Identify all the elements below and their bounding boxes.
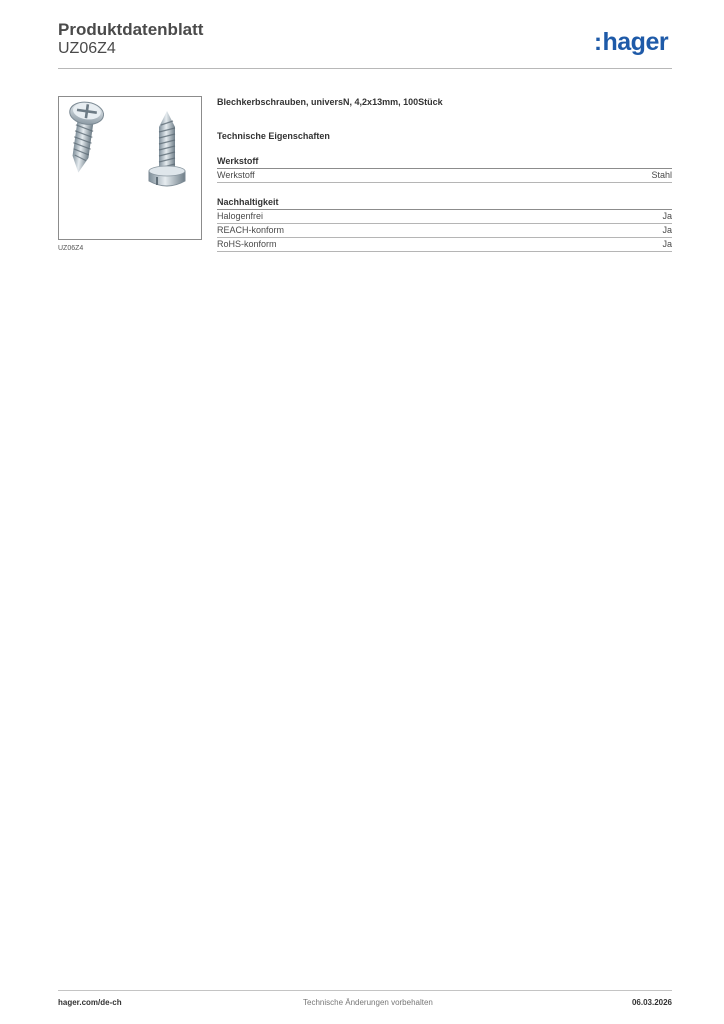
group-title: Werkstoff bbox=[217, 155, 672, 169]
header-divider bbox=[58, 68, 672, 69]
section-title: Technische Eigenschaften bbox=[217, 131, 330, 141]
product-code: UZ06Z4 bbox=[58, 40, 116, 57]
screw-icon bbox=[59, 97, 201, 239]
image-caption: UZ06Z4 bbox=[58, 245, 84, 252]
screw-left bbox=[61, 100, 105, 175]
table-row bbox=[217, 210, 672, 224]
row-value: Ja bbox=[662, 211, 672, 221]
product-image bbox=[58, 96, 202, 240]
row-value: Ja bbox=[662, 225, 672, 235]
product-description: Blechkerbschrauben, universN, 4,2x13mm, 100Stück bbox=[217, 97, 443, 107]
table-row bbox=[217, 224, 672, 238]
row-label: REACH-konform bbox=[217, 225, 285, 235]
footer-divider bbox=[58, 990, 672, 991]
logo-text: hager bbox=[602, 28, 669, 56]
footer-website-link[interactable]: hager.com/de-ch bbox=[58, 998, 122, 1007]
row-value: Ja bbox=[662, 239, 672, 249]
group-werkstoff bbox=[217, 155, 672, 183]
hager-logo bbox=[594, 28, 668, 57]
screw-right bbox=[149, 111, 185, 186]
group-nachhaltigkeit bbox=[217, 196, 672, 252]
footer-date: 06.03.2026 bbox=[631, 998, 672, 1007]
page-title: Produktdatenblatt bbox=[58, 20, 204, 39]
row-label: Halogenfrei bbox=[217, 211, 264, 221]
table-row bbox=[217, 238, 672, 252]
row-label: RoHS-konform bbox=[217, 239, 277, 249]
row-label: Werkstoff bbox=[217, 170, 255, 180]
row-value: Stahl bbox=[651, 170, 672, 180]
group-title: Nachhaltigkeit bbox=[217, 196, 672, 210]
footer-notice: Technische Änderungen vorbehalten bbox=[303, 998, 433, 1007]
table-row bbox=[217, 169, 672, 183]
logo-colon-icon: : bbox=[594, 29, 602, 56]
